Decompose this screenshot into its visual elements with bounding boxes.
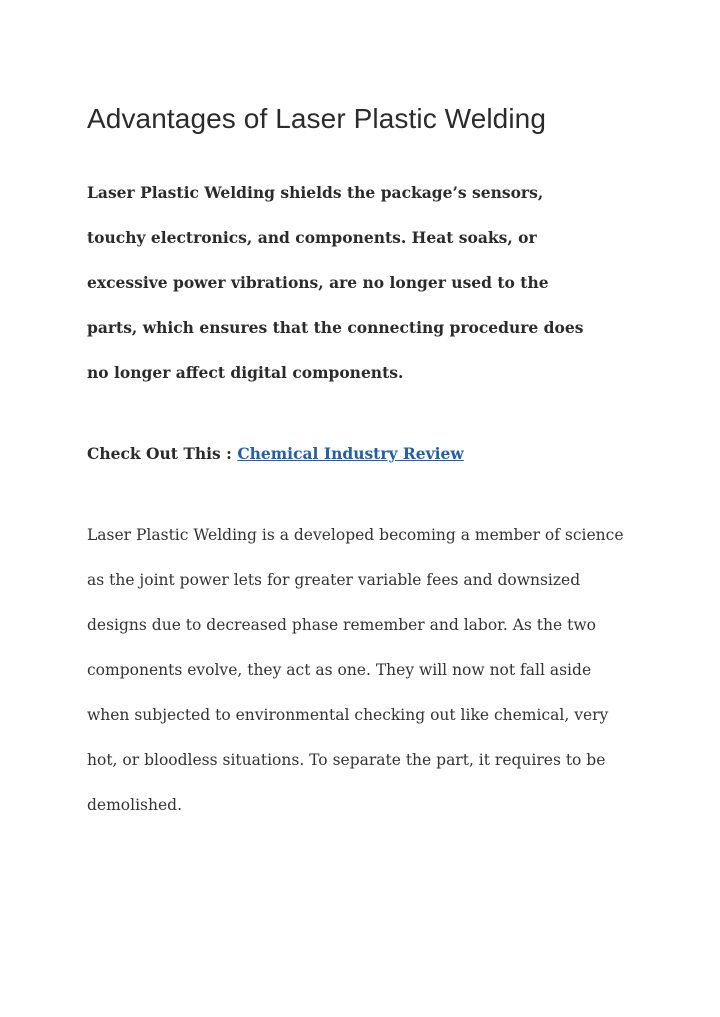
body-paragraph-line: components evolve, they act as one. They will now not fall aside	[87, 661, 592, 679]
page-title: Advantages of Laser Plastic Welding	[87, 103, 547, 134]
chemical-industry-review-link[interactable]: Chemical Industry Review	[237, 444, 464, 463]
bold-paragraph-line: touchy electronics, and components. Heat soaks, or	[87, 228, 537, 247]
bold-paragraph-line: Laser Plastic Welding shields the package’s sensors,	[87, 183, 544, 202]
body-paragraph-line: as the joint power lets for greater variable fees and downsized	[87, 571, 581, 589]
check-out-line	[87, 444, 464, 463]
body-paragraph-line: designs due to decreased phase remember and labor. As the two	[87, 616, 596, 634]
check-out-prefix: Check Out This :	[87, 444, 238, 463]
bold-paragraph-line: no longer affect digital components.	[87, 363, 404, 382]
bold-paragraph-line: excessive power vibrations, are no longer used to the	[87, 273, 549, 292]
bold-paragraph-line: parts, which ensures that the connecting procedure does	[87, 318, 584, 337]
body-paragraph-line: demolished.	[87, 796, 182, 814]
body-paragraph-line: hot, or bloodless situations. To separate the part, it requires to be	[87, 751, 606, 769]
body-paragraph-line: when subjected to environmental checking out like chemical, very	[87, 706, 609, 724]
body-paragraph-line: Laser Plastic Welding is a developed becoming a member of science	[87, 526, 624, 544]
